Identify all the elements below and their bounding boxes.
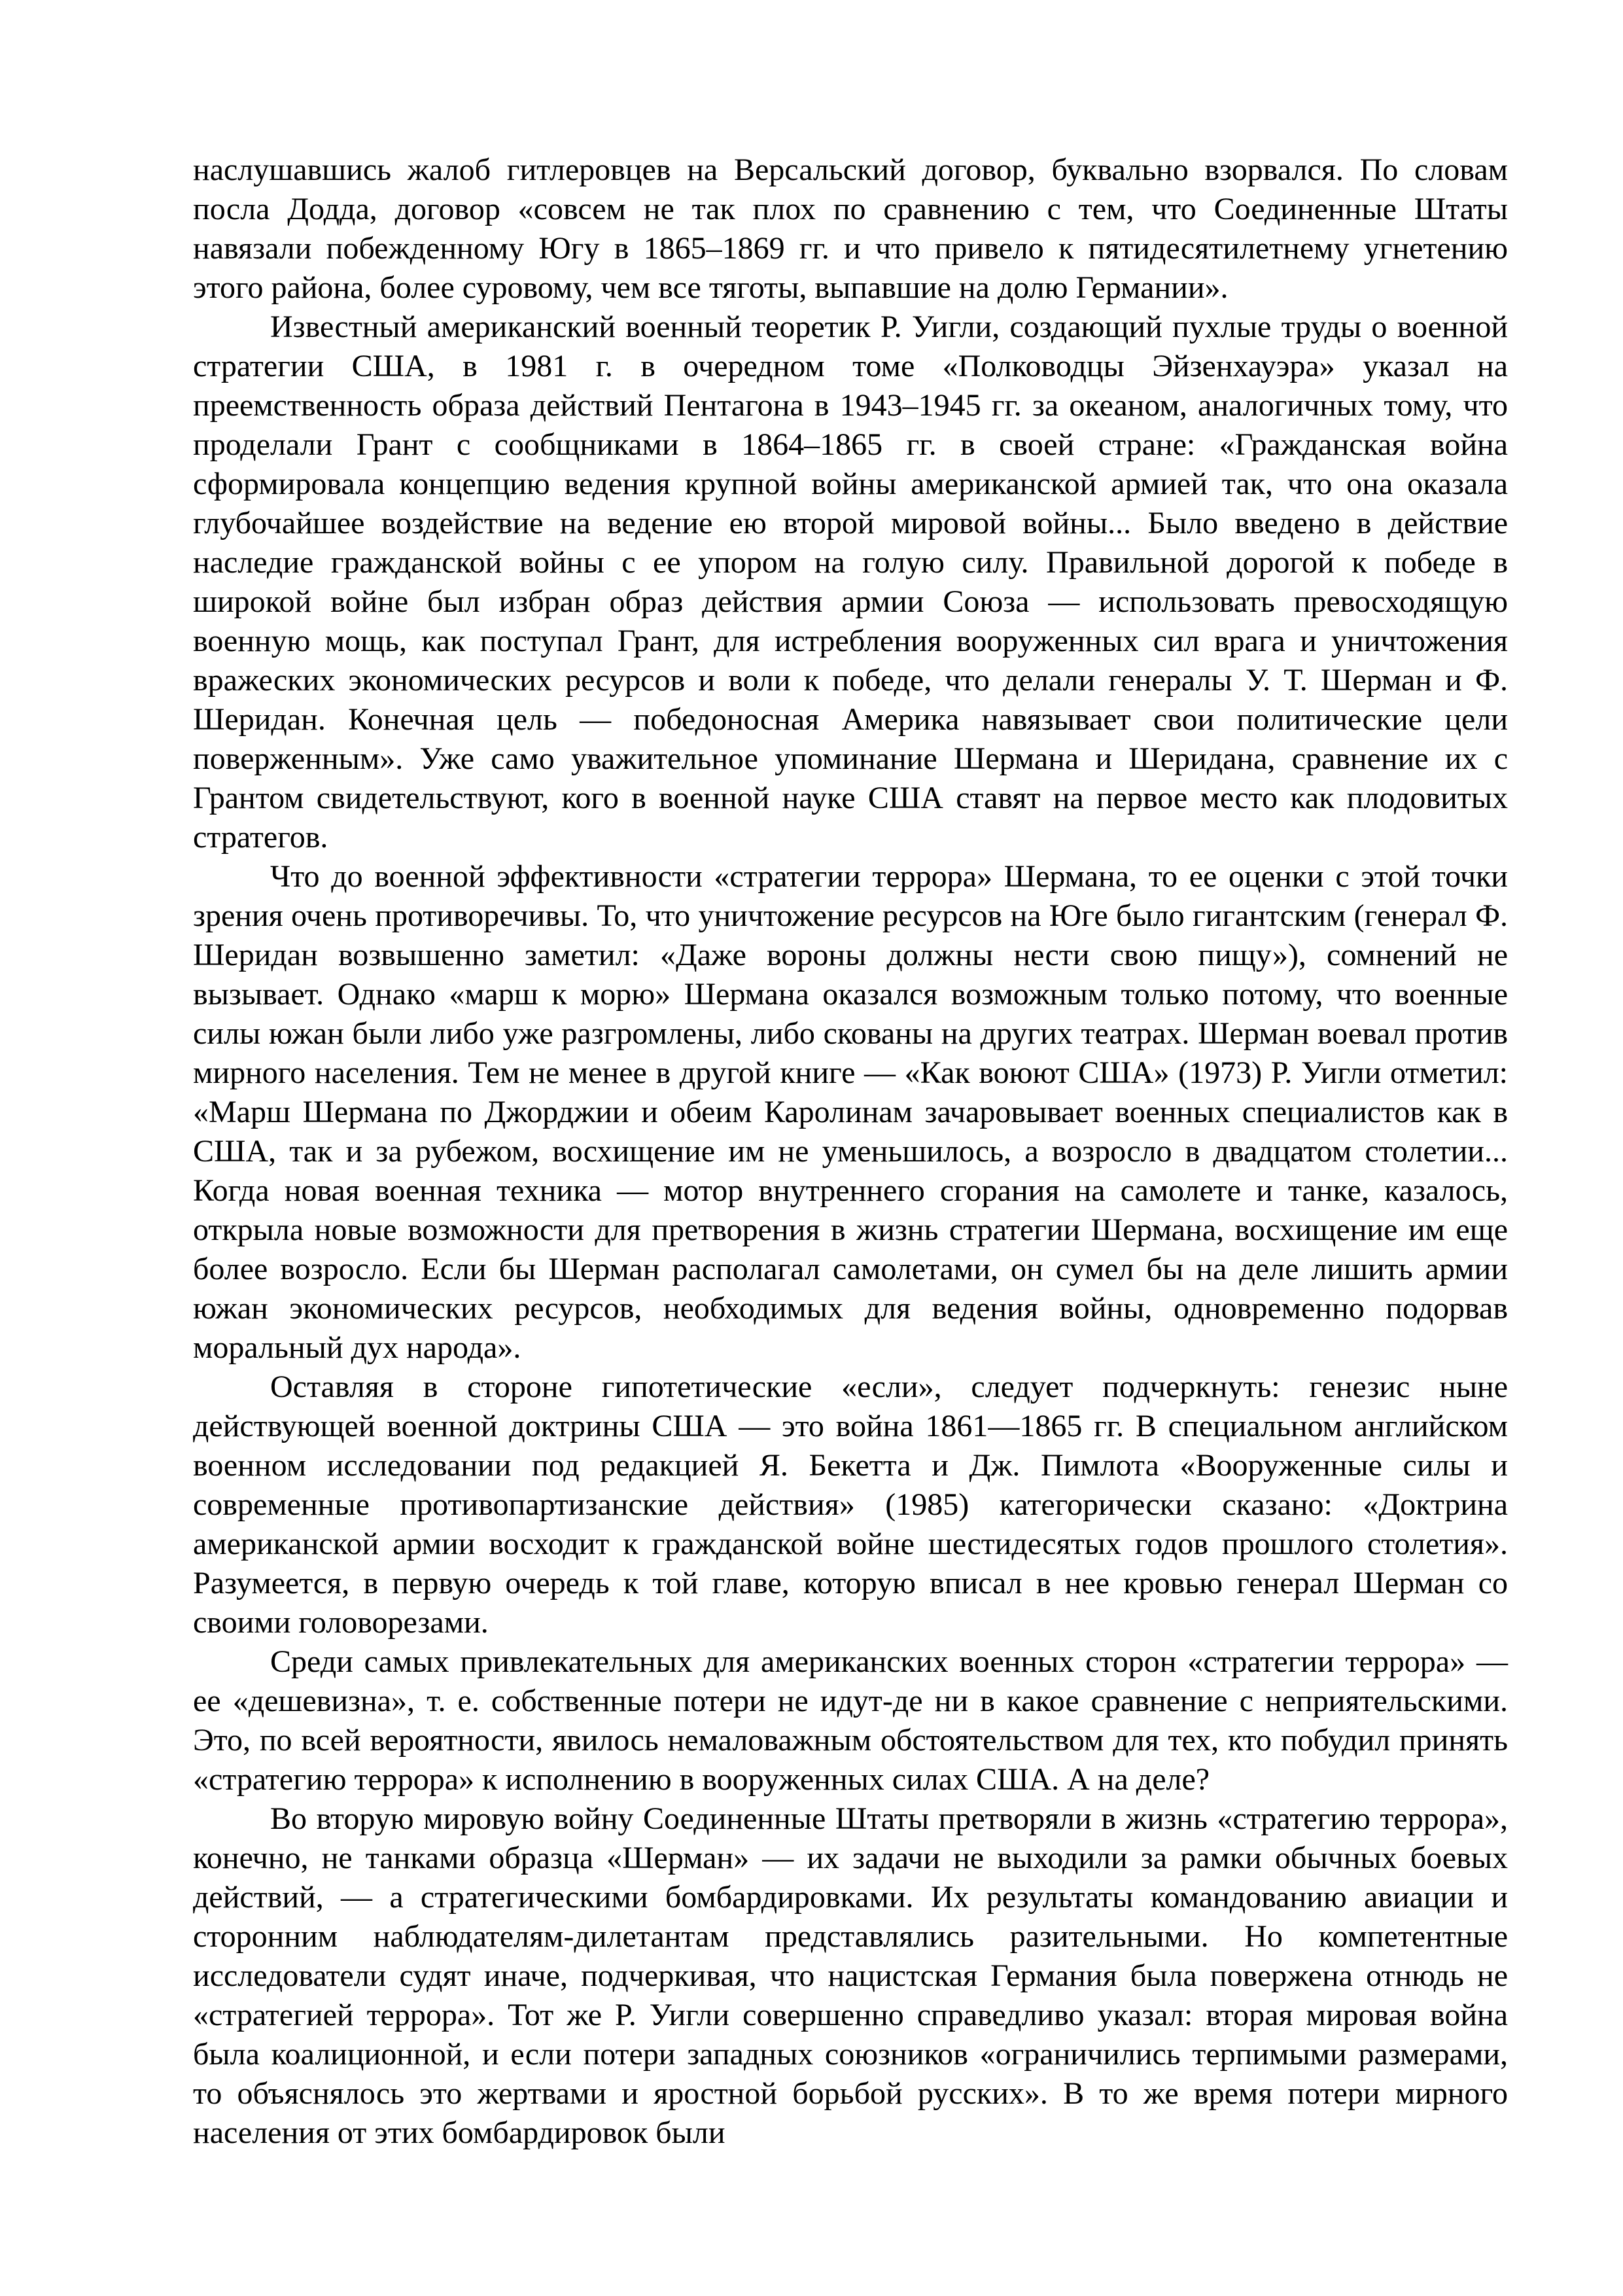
paragraph-wigley-eisenhower: Известный американский военный теоретик Р. Уигли, создающий пухлые труды о военной стратегии США, в 1981 г. в очередном томе «Полководцы Эйзенхауэра» указал на преемственность образа действий Пентагона в 1943–1945 гг. за океаном, аналогичных тому, что проделали Грант с сообщниками в 1864–1865 гг. в своей стране: «Гражданская война сформировала концепцию ведения крупной войны американской армией так, что она оказала глубочайшее воздействие на ведение ею второй мировой войны... Было введено в действие наследие гражданской войны с ее упором на голую силу. Правильной дорогой к победе в широкой войне был избран образ действия армии Союза — использовать превосходящую военную мощь, как поступал Грант, для истребления вооруженных сил врага и уничтожения вражеских экономических ресурсов и воли к победе, что делали генералы У. Т. Шерман и Ф. Шеридан. Конечная цель — победоносная Америка навязывает свои политические цели поверженным». Уже само уважительное упоминание Шермана и Шеридана, сравнение их с Грантом свидетельствуют, кого в военной науке США ставят на первое место как плодовитых стратегов.	[193, 309, 1508, 855]
paragraph-cheapness: Среди самых привлекательных для американских военных сторон «стратегии террора» — ее «дешевизна», т. е. собственные потери не идут-де ни в какое сравнение с неприятельскими. Это, по всей вероятности, явилось немаловажным обстоятельством для тех, кто побудил принять «стратегию террора» к исполнению в вооруженных силах США. А на деле?	[193, 1644, 1508, 1797]
paragraph-military-doctrine: Оставляя в стороне гипотетические «если», следует подчеркнуть: генезис ныне действующей военной доктрины США — это война 1861—1865 гг. В специальном английском военном исследовании под редакцией Я. Бекетта и Дж. Пимлота «Вооруженные силы и современные противопартизанские действия» (1985) категорически сказано: «Доктрина американской армии восходит к гражданской войне шестидесятых годов прошлого столетия». Разумеется, в первую очередь к той главе, которую вписал в нее кровью генерал Шерман со своими головорезами.	[193, 1369, 1508, 1640]
paragraph-ww2-bombing: Во вторую мировую войну Соединенные Штаты претворяли в жизнь «стратегию террора», конечно, не танками образца «Шерман» — их задачи не выходили за рамки обычных боевых действий, — а стратегическими бомбардировками. Их результаты командованию авиации и сторонним наблюдателям-дилетантам представлялись разительными. Но компетентные исследователи судят иначе, подчеркивая, что нацистская Германия была повержена отнюдь не «стратегией террора». Тот же Р. Уигли совершенно справедливо указал: вторая мировая война была коалиционной, и если потери западных союзников «ограничились терпимыми размерами, то объяснялось это жертвами и яростной борьбой русских». В то же время потери мирного населения от этих бомбардировок были	[193, 1801, 1508, 2150]
paragraph-continuation: наслушавшись жалоб гитлеровцев на Версальский договор, буквально взорвался. По словам посла Додда, договор «совсем не так плох по сравнению с тем, что Соединенные Штаты навязали побежденному Югу в 1865–1869 гг. и что привело к пятидесятилетнему угнетению этого района, более суровому, чем все тяготы, выпавшие на долю Германии».	[193, 152, 1508, 305]
paragraph-sherman-terror-strategy: Что до военной эффективности «стратегии террора» Шермана, то ее оценки с этой точки зрения очень противоречивы. То, что уничтожение ресурсов на Юге было гигантским (генерал Ф. Шеридан возвышенно заметил: «Даже вороны должны нести свою пищу»), сомнений не вызывает. Однако «марш к морю» Шермана оказался возможным только потому, что военные силы южан были либо уже разгромлены, либо скованы на других театрах. Шерман воевал против мирного населения. Тем не менее в другой книге — «Как воюют США» (1973) Р. Уигли отметил: «Марш Шермана по Джорджии и обеим Каролинам зачаровывает военных специалистов как в США, так и за рубежом, восхищение им не уменьшилось, а возросло в двадцатом столетии... Когда новая военная техника — мотор внутреннего сгорания на самолете и танке, казалось, открыла новые возможности для претворения в жизнь стратегии Шермана, восхищение им еще более возросло. Если бы Шерман располагал самолетами, он сумел бы на деле лишить армии южан экономических ресурсов, необходимых для ведения войны, одновременно подорвав моральный дух народа».	[193, 859, 1508, 1365]
document-page	[193, 150, 1508, 2153]
